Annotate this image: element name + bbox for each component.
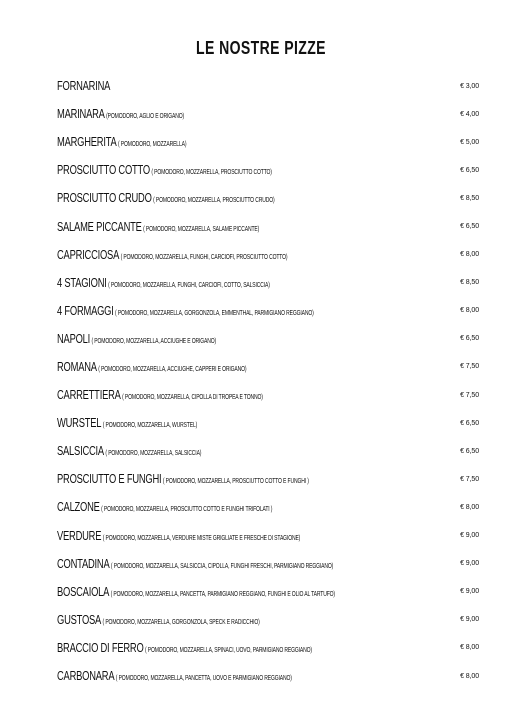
menu-item — [57, 297, 479, 325]
pizza-ingredients: ( POMODORO, MOZZARELLA, GORGONZOLA, SPECK E RADICCHIO) — [102, 618, 260, 626]
pizza-price: € 8,50 — [460, 279, 479, 287]
menu-item-text — [57, 274, 361, 292]
pizza-name: PROSCIUTTO COTTO — [57, 162, 150, 178]
pizza-name: BOSCAIOLA — [57, 583, 110, 599]
pizza-price: € 8,00 — [460, 251, 479, 259]
menu-item-text — [57, 611, 361, 629]
menu-item-text — [57, 189, 361, 207]
pizza-name: 4 FORMAGGI — [57, 302, 114, 318]
pizza-name: ROMANA — [57, 358, 97, 374]
pizza-price: € 6,50 — [460, 335, 479, 343]
pizza-list — [57, 72, 479, 690]
pizza-price: € 9,00 — [460, 588, 479, 596]
pizza-name: CARRETTIERA — [57, 387, 121, 403]
pizza-price: € 6,50 — [460, 447, 479, 455]
pizza-name: CAPRICCIOSA — [57, 246, 120, 262]
pizza-price: € 8,00 — [460, 672, 479, 680]
pizza-name: NAPOLI — [57, 330, 91, 346]
menu-item — [57, 381, 479, 409]
menu-item — [57, 100, 479, 128]
menu-item-text — [57, 133, 361, 151]
pizza-price: € 8,00 — [460, 503, 479, 511]
pizza-name: 4 STAGIONI — [57, 274, 107, 290]
pizza-ingredients: ( POMODORO, MOZZARELLA) — [117, 141, 187, 149]
pizza-ingredients: ( POMODORO, MOZZARELLA, ACCIUGHE, CAPPERI E ORIGANO) — [98, 365, 247, 373]
menu-item-text — [57, 105, 361, 123]
pizza-name: WURSTEL — [57, 415, 102, 431]
menu-item — [57, 156, 479, 184]
menu-item — [57, 493, 479, 521]
menu-item-text — [57, 527, 361, 545]
menu-item-text — [57, 386, 361, 404]
menu-item-text — [57, 667, 361, 685]
pizza-ingredients: ( POMODORO, MOZZARELLA, PROSCIUTTO COTTO) — [151, 169, 272, 177]
pizza-price: € 9,00 — [460, 532, 479, 540]
menu-item-text — [57, 77, 361, 95]
menu-item-text — [57, 358, 361, 376]
menu-item — [57, 72, 479, 100]
menu-item-text — [57, 161, 361, 179]
pizza-price: € 7,50 — [460, 391, 479, 399]
pizza-price: € 3,00 — [460, 82, 479, 90]
pizza-price: € 6,50 — [460, 419, 479, 427]
pizza-name: CONTADINA — [57, 555, 110, 571]
menu-item — [57, 128, 479, 156]
pizza-ingredients: ( POMODORO, MOZZARELLA, SALSICCIA) — [105, 450, 202, 458]
pizza-ingredients: ( POMODORO, MOZZARELLA, FUNGHI, CARCIOFI, PROSCIUTTO COTTO) — [120, 253, 288, 261]
menu-item — [57, 184, 479, 212]
pizza-ingredients: ( POMODORO, MOZZARELLA, PANCETTA, PARMIGIANO REGGIANO, FUNGHI E OLIO AL TARTUFO) — [110, 590, 335, 598]
pizza-name: VERDURE — [57, 527, 102, 543]
pizza-price: € 9,00 — [460, 560, 479, 568]
menu-item — [57, 409, 479, 437]
menu-item — [57, 634, 479, 662]
pizza-name: MARINARA — [57, 106, 105, 122]
menu-item — [57, 465, 479, 493]
pizza-price: € 7,50 — [460, 475, 479, 483]
menu-item-text — [57, 555, 361, 573]
pizza-name: PROSCIUTTO CRUDO — [57, 190, 152, 206]
pizza-price: € 7,50 — [460, 363, 479, 371]
menu-item — [57, 522, 479, 550]
pizza-ingredients: ( POMODORO, MOZZARELLA, SALAME PICCANTE) — [143, 225, 260, 233]
pizza-price: € 8,50 — [460, 194, 479, 202]
pizza-name: PROSCIUTTO E FUNGHI — [57, 471, 162, 487]
menu-item-text — [57, 414, 361, 432]
menu-item-text — [57, 583, 361, 601]
menu-item-text — [57, 246, 361, 264]
pizza-price: € 6,50 — [460, 166, 479, 174]
pizza-ingredients: ( POMODORO, MOZZARELLA, SALSICCIA, CIPOLLA, FUNGHI FRESCHI, PARMIGIANO REGGIANO) — [110, 562, 334, 570]
menu-item — [57, 325, 479, 353]
menu-item — [57, 437, 479, 465]
menu-item — [57, 550, 479, 578]
pizza-price: € 8,00 — [460, 307, 479, 315]
pizza-ingredients: ( POMODORO, MOZZARELLA, VERDURE MISTE GRIGLIATE E FRESCHE DI STAGIONE) — [102, 534, 301, 542]
pizza-ingredients: ( POMODORO, MOZZARELLA, WURSTEL) — [102, 422, 198, 430]
pizza-ingredients: ( POMODORO, MOZZARELLA, SPINACI, UOVO, PARMIGIANO REGGIANO) — [144, 646, 312, 654]
menu-item-text — [57, 218, 361, 236]
pizza-price: € 8,00 — [460, 644, 479, 652]
pizza-name: SALSICCIA — [57, 443, 104, 459]
menu-item — [57, 212, 479, 240]
pizza-ingredients: ( POMODORO, MOZZARELLA, PANCETTA, UOVO E PARMIGIANO REGGIANO) — [115, 675, 292, 683]
menu-item-text — [57, 302, 361, 320]
menu-item-text — [57, 470, 361, 488]
menu-item — [57, 662, 479, 690]
pizza-ingredients: ( POMODORO, MOZZARELLA, ACCIUGHE E ORIGANO) — [91, 337, 217, 345]
menu-item — [57, 578, 479, 606]
pizza-price: € 4,00 — [460, 110, 479, 118]
menu-item-text — [57, 330, 361, 348]
menu-item — [57, 241, 479, 269]
pizza-ingredients: ( POMODORO, MOZZARELLA, GORGONZOLA, EMMENTHAL, PARMIGIANO REGGIANO) — [115, 309, 314, 317]
menu-title: LE NOSTRE PIZZE — [196, 38, 326, 58]
pizza-ingredients: (POMODORO, AGLIO E ORIGANO) — [106, 113, 185, 121]
pizza-name: FORNARINA — [57, 78, 111, 94]
menu-item-text — [57, 639, 361, 657]
pizza-ingredients: ( POMODORO, MOZZARELLA, PROSCIUTTO COTTO E FUNGHI ) — [162, 478, 309, 486]
menu-item — [57, 269, 479, 297]
pizza-name: CALZONE — [57, 499, 100, 515]
pizza-price: € 6,50 — [460, 223, 479, 231]
pizza-name: GUSTOSA — [57, 611, 102, 627]
pizza-ingredients: ( POMODORO, MOZZARELLA, FUNGHI, CARCIOFI, COTTO, SALSICCIA) — [108, 281, 270, 289]
menu-item — [57, 606, 479, 634]
pizza-ingredients: ( POMODORO, MOZZARELLA, CIPOLLA DI TROPEA E TONNO) — [122, 394, 263, 402]
pizza-ingredients: ( POMODORO, MOZZARELLA, PROSCIUTTO COTTO E FUNGHI TRIFOLATI ) — [101, 506, 273, 514]
pizza-name: CARBONARA — [57, 668, 115, 684]
pizza-ingredients: ( POMODORO, MOZZARELLA, PROSCIUTTO CRUDO) — [153, 197, 275, 205]
pizza-price: € 5,00 — [460, 138, 479, 146]
pizza-name: SALAME PICCANTE — [57, 218, 142, 234]
menu-item-text — [57, 442, 361, 460]
pizza-price: € 9,00 — [460, 616, 479, 624]
menu-item-text — [57, 498, 361, 516]
menu-item — [57, 353, 479, 381]
pizza-name: BRACCIO DI FERRO — [57, 639, 144, 655]
pizza-name: MARGHERITA — [57, 134, 117, 150]
